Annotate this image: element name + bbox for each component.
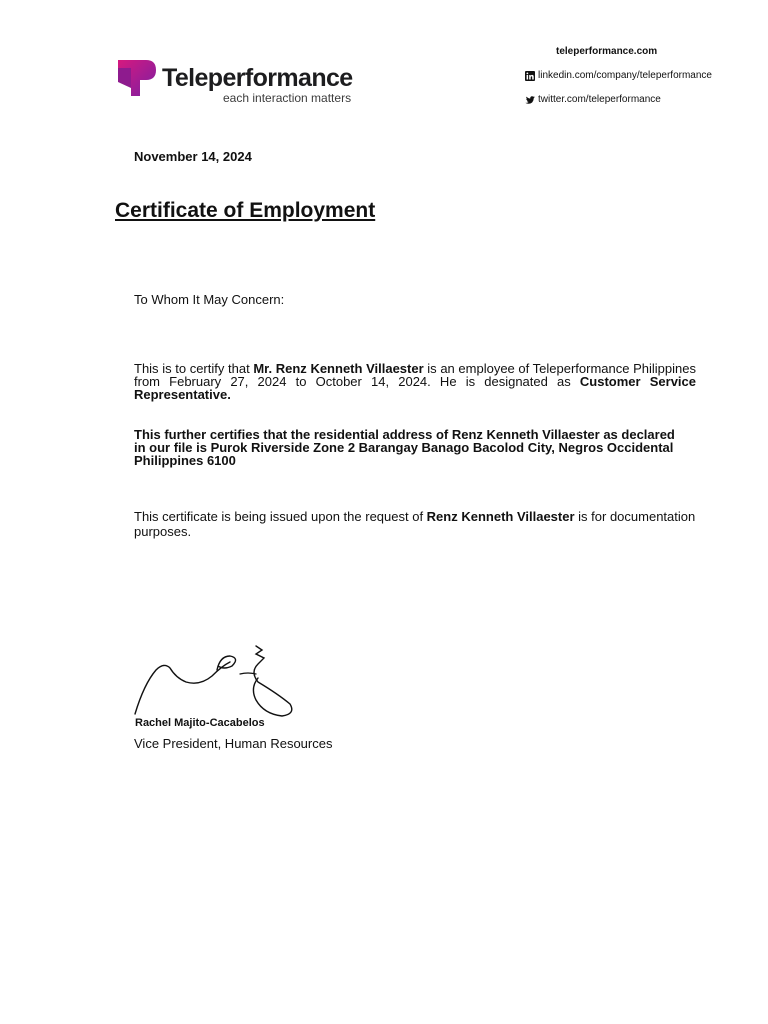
p3-text-2: is for documentation purposes. bbox=[134, 509, 696, 539]
purpose-paragraph bbox=[134, 509, 696, 539]
employee-name: Mr. Renz Kenneth Villaester bbox=[253, 361, 424, 376]
letter-date: November 14, 2024 bbox=[134, 149, 252, 164]
logo-wordmark: Teleperformance bbox=[162, 64, 353, 92]
linkedin-icon bbox=[525, 71, 535, 81]
document-title: Certificate of Employment bbox=[115, 199, 376, 222]
linkedin-url: linkedin.com/company/teleperformance bbox=[538, 70, 712, 81]
handwritten-signature bbox=[132, 644, 298, 720]
requester-name: Renz Kenneth Villaester bbox=[426, 509, 575, 524]
teleperformance-logo-icon bbox=[116, 58, 156, 98]
p3-text-1: This certificate is being issued upon the request of bbox=[134, 509, 427, 524]
salutation: To Whom It May Concern: bbox=[134, 292, 285, 307]
p1-text-2: is an employee of Teleperformance Philippines from February 27, 2024 to October 14, 2024. He is designated as bbox=[134, 361, 696, 389]
logo-tagline: each interaction matters bbox=[223, 91, 352, 105]
linkedin-link[interactable] bbox=[525, 70, 712, 81]
twitter-url: twitter.com/teleperformance bbox=[538, 94, 661, 105]
website-link[interactable]: teleperformance.com bbox=[556, 46, 658, 57]
address-text: This further certifies that the residential address of Renz Kenneth Villaester as declared in our file is Purok Riverside Zone 2 Barangay Banago Bacolod City, Negros Occidental Philippines 6100 bbox=[134, 427, 675, 468]
address-paragraph bbox=[134, 428, 684, 467]
employment-paragraph bbox=[134, 362, 696, 401]
twitter-link[interactable] bbox=[525, 94, 661, 105]
signer-title: Vice President, Human Resources bbox=[134, 736, 333, 751]
employee-position: Customer Service Representative. bbox=[134, 374, 696, 402]
p1-text-1: This is to certify that bbox=[134, 361, 254, 376]
signer-name: Rachel Majito-Cacabelos bbox=[135, 717, 265, 729]
twitter-icon bbox=[525, 95, 535, 105]
